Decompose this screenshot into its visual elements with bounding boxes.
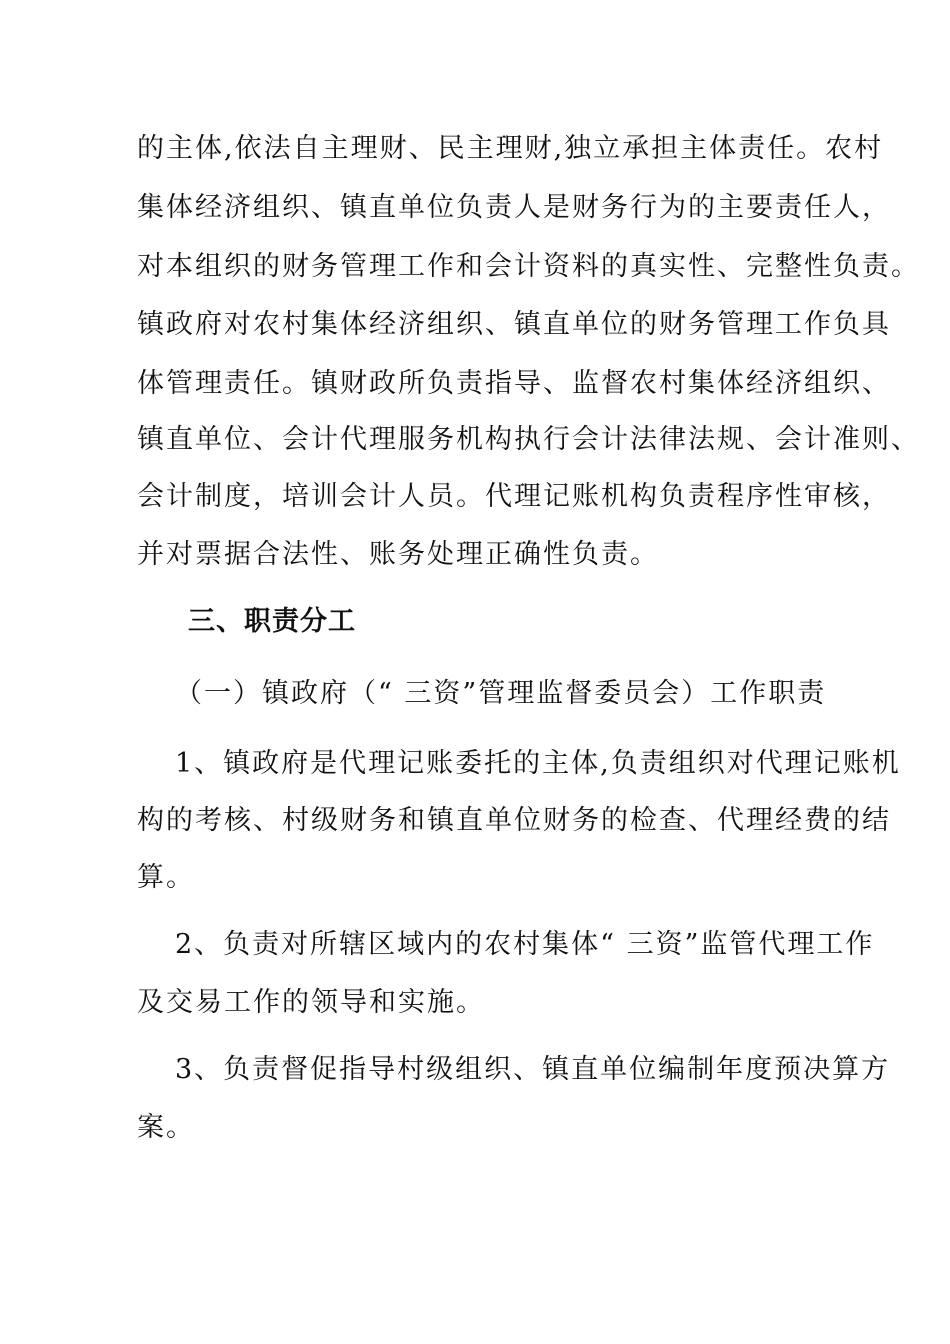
item-1-line: 算。: [137, 862, 195, 893]
item-1-line: 构的考核、村级财务和镇直单位财务的检查、代理经费的结: [137, 805, 891, 836]
paragraph-line: 的主体,依法自主理财、民主理财,独立承担主体责任。农村: [137, 133, 884, 164]
paragraph-line: 镇政府对农村集体经济组织、镇直单位的财务管理工作负具: [137, 309, 891, 340]
section-heading: 三、职责分工: [188, 606, 356, 637]
item-3-line: 案。: [137, 1112, 195, 1143]
item-2-line: 及交易工作的领导和实施。: [137, 987, 485, 1018]
item-3-line: 3、负责督促指导村级组织、镇直单位编制年度预决算方: [175, 1054, 891, 1085]
paragraph-line: 集体经济组织、镇直单位负责人是财务行为的主要责任人，: [137, 192, 891, 223]
item-2-line: 2、负责对所辖区域内的农村集体“ 三资”监管代理工作: [175, 929, 875, 960]
paragraph-line: 体管理责任。镇财政所负责指导、监督农村集体经济组织、: [137, 368, 891, 399]
paragraph-line: 对本组织的财务管理工作和会计资料的真实性、完整性负责。: [137, 251, 920, 282]
paragraph-line: 会计制度，培训会计人员。代理记账机构负责程序性审核，: [137, 481, 891, 512]
paragraph-line: 镇直单位、会计代理服务机构执行会计法律法规、会计准则、: [137, 424, 920, 455]
paragraph-line: 并对票据合法性、账务处理正确性负责。: [137, 539, 659, 570]
subsection-heading: （一）镇政府（“ 三资”管理监督委员会）工作职责: [175, 678, 827, 709]
item-1-line: 1、镇政府是代理记账委托的主体,负责组织对代理记账机: [175, 748, 901, 779]
